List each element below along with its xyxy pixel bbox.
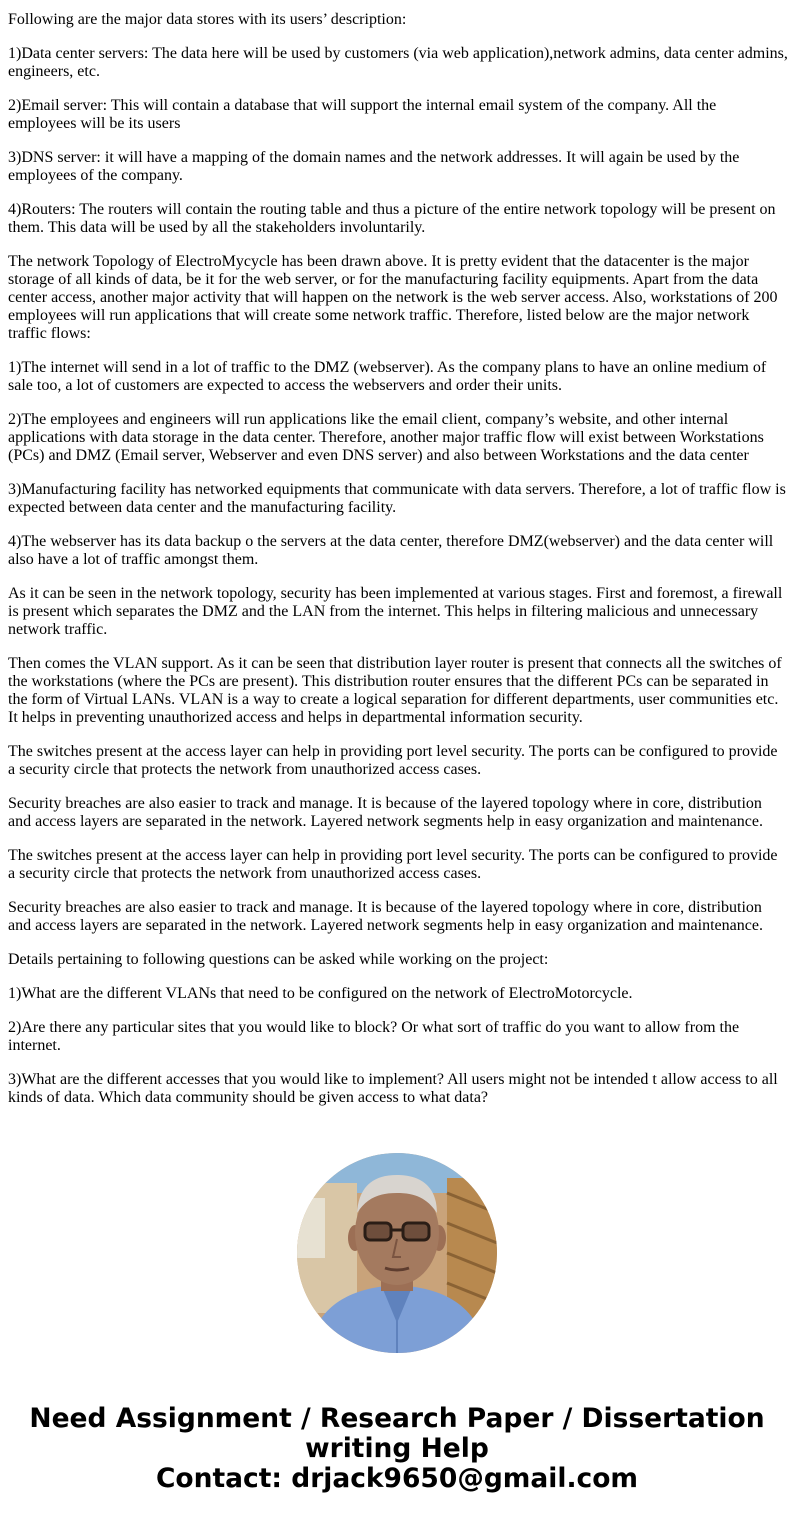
document-body (8, 0, 788, 1123)
person-photo-icon (297, 1153, 497, 1353)
questions-intro: Details pertaining to following questions can be asked while working on the project: (8, 951, 549, 968)
traffic-flow-item: 1)The internet will send in a lot of traffic to the DMZ (webserver). As the company plans to have an online medium of sale too, a lot of customers are expected to access the webservers and order their units. (8, 359, 767, 394)
traffic-flow-item: 2)The employees and engineers will run applications like the email client, company’s website, and other internal applications with data storage in the data center. Therefore, another major traffic flow will exist between Workstations (PCs) and DMZ (Email server, Webserver and even DNS server) and also between Workstations and the data center (8, 411, 764, 464)
port-security-paragraph: The switches present at the access layer can help in providing port level security. The ports can be configured to provide a security circle that protects the network from unauthorized access cases. (8, 847, 778, 882)
breach-paragraph: Security breaches are also easier to track and manage. It is because of the layered topology where in core, distribution and access layers are separated in the network. Layered network segments help in easy organization and maintenance. (8, 899, 763, 934)
data-store-item: 2)Email server: This will contain a database that will support the internal email system of the company. All the employees will be its users (8, 97, 717, 132)
data-store-item: 3)DNS server: it will have a mapping of the domain names and the network addresses. It will again be used by the employees of the company. (8, 149, 740, 184)
promo-line: writing Help (305, 1433, 489, 1464)
question-item: 2)Are there any particular sites that you would like to block? Or what sort of traffic do you want to allow from the internet. (8, 1019, 740, 1054)
data-store-item: 1)Data center servers: The data here will be used by customers (via web application),network admins, data center admins, engineers, etc. (8, 45, 788, 80)
traffic-flow-item: 4)The webserver has its data backup o the servers at the data center, therefore DMZ(webserver) and the data center will also have a lot of traffic amongst them. (8, 533, 774, 568)
traffic-flow-item: 3)Manufacturing facility has networked equipments that communicate with data servers. Therefore, a lot of traffic flow is expected between data center and the manufacturing facility. (8, 481, 786, 516)
promo-line: Need Assignment / Research Paper / Dissertation (29, 1403, 765, 1434)
question-item: 3)What are the different accesses that you would like to implement? All users might not be intended t allow access to all kinds of data. Which data community should be given access to what data? (8, 1071, 778, 1106)
vlan-paragraph: Then comes the VLAN support. As it can be seen that distribution layer router is present that connects all the switches of the workstations (where the PCs are present). This distribution router ensures that the different PCs can be separated in the form of Virtual LANs. VLAN is a way to create a logical separation for different departments, user communities etc. It helps in preventing unauthorized access and helps in departmental information security. (8, 655, 782, 726)
breach-paragraph: Security breaches are also easier to track and manage. It is because of the layered topology where in core, distribution and access layers are separated in the network. Layered network segments help in easy organization and maintenance. (8, 795, 763, 830)
topology-paragraph: The network Topology of ElectroMycycle has been drawn above. It is pretty evident that the datacenter is the major storage of all kinds of data, be it for the web server, or for the manufacturing facility equipments. Apart from the data center access, another major activity that will happen on the network is the web server access. Also, workstations of 200 employees will run applications that will create some network traffic. Therefore, listed below are the major network traffic flows: (8, 253, 778, 342)
promo-contact: Contact: drjack9650@gmail.com (155, 1463, 639, 1494)
promo-banner (0, 1404, 794, 1494)
data-store-item: 4)Routers: The routers will contain the routing table and thus a picture of the entire network topology will be present on them. This data will be used by all the stakeholders involuntarily. (8, 201, 776, 236)
intro-paragraph: Following are the major data stores with its users’ description: (8, 11, 407, 28)
security-paragraph: As it can be seen in the network topology, security has been implemented at various stages. First and foremost, a firewall is present which separates the DMZ and the LAN from the internet. This helps in filtering malicious and unnecessary network traffic. (8, 585, 783, 638)
question-item: 1)What are the different VLANs that need to be configured on the network of ElectroMotorcycle. (8, 985, 633, 1002)
avatar (297, 1153, 497, 1353)
port-security-paragraph: The switches present at the access layer can help in providing port level security. The ports can be configured to provide a security circle that protects the network from unauthorized access cases. (8, 743, 778, 778)
